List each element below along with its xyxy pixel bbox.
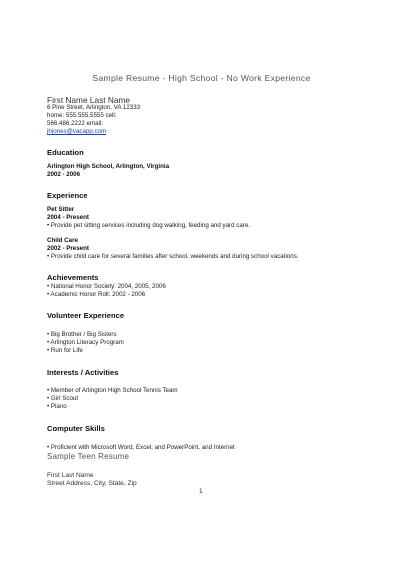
email-link[interactable]: jhjones@vacapp.com (47, 128, 107, 135)
contact-phone-line-2: 566.486.2222 email: (47, 120, 104, 127)
job-description: • Provide child care for several families after school, weekends and during school vacations. (47, 253, 299, 260)
teen-name: First Last Name (47, 472, 94, 479)
page-number: 1 (199, 488, 203, 495)
job-title: Pet Sitter (47, 206, 75, 213)
list-item: • Member of Arlington High School Tennis Team (47, 387, 178, 394)
skills-heading: Computer Skills (47, 424, 105, 433)
contact-name: First Name Last Name (47, 95, 130, 105)
interests-heading: Interests / Activities (47, 368, 119, 377)
job-description: • Provide pet sitting services including dog walking, feeding and yard care. (47, 222, 251, 229)
list-item: • Academic Honor Roll: 2002 - 2006 (47, 291, 146, 298)
list-item: • Run for Life (47, 347, 83, 354)
list-item: • Girl Scout (47, 395, 79, 402)
list-item: • Piano (47, 403, 67, 410)
teen-resume-title: Sample Teen Resume (47, 452, 130, 461)
list-item: • National Honor Society: 2004, 2005, 2006 (47, 283, 166, 290)
job-title: Child Care (47, 237, 78, 244)
document-title: Sample Resume - High School - No Work Experience (92, 73, 311, 83)
education-years: 2002 - 2006 (47, 171, 81, 178)
experience-heading: Experience (47, 191, 88, 200)
list-item: • Proficient with Microsoft Word, Excel, and PowerPoint, and Internet (47, 444, 235, 451)
teen-address: Street Address, City, State, Zip (47, 480, 137, 487)
education-school: Arlington High School, Arlington, Virginia (47, 163, 170, 170)
contact-phone-line: home: 555.555.5555 cell: (47, 112, 117, 119)
list-item: • Arlington Literacy Program (47, 339, 124, 346)
contact-address: 6 Pine Street, Arlington, VA 12333 (47, 104, 141, 111)
list-item: • Big Brother / Big Sisters (47, 331, 117, 338)
education-heading: Education (47, 148, 84, 157)
achievements-heading: Achievements (47, 273, 99, 282)
job-dates: 2002 - Present (47, 245, 89, 252)
volunteer-heading: Volunteer Experience (47, 311, 125, 320)
job-dates: 2004 - Present (47, 214, 89, 221)
